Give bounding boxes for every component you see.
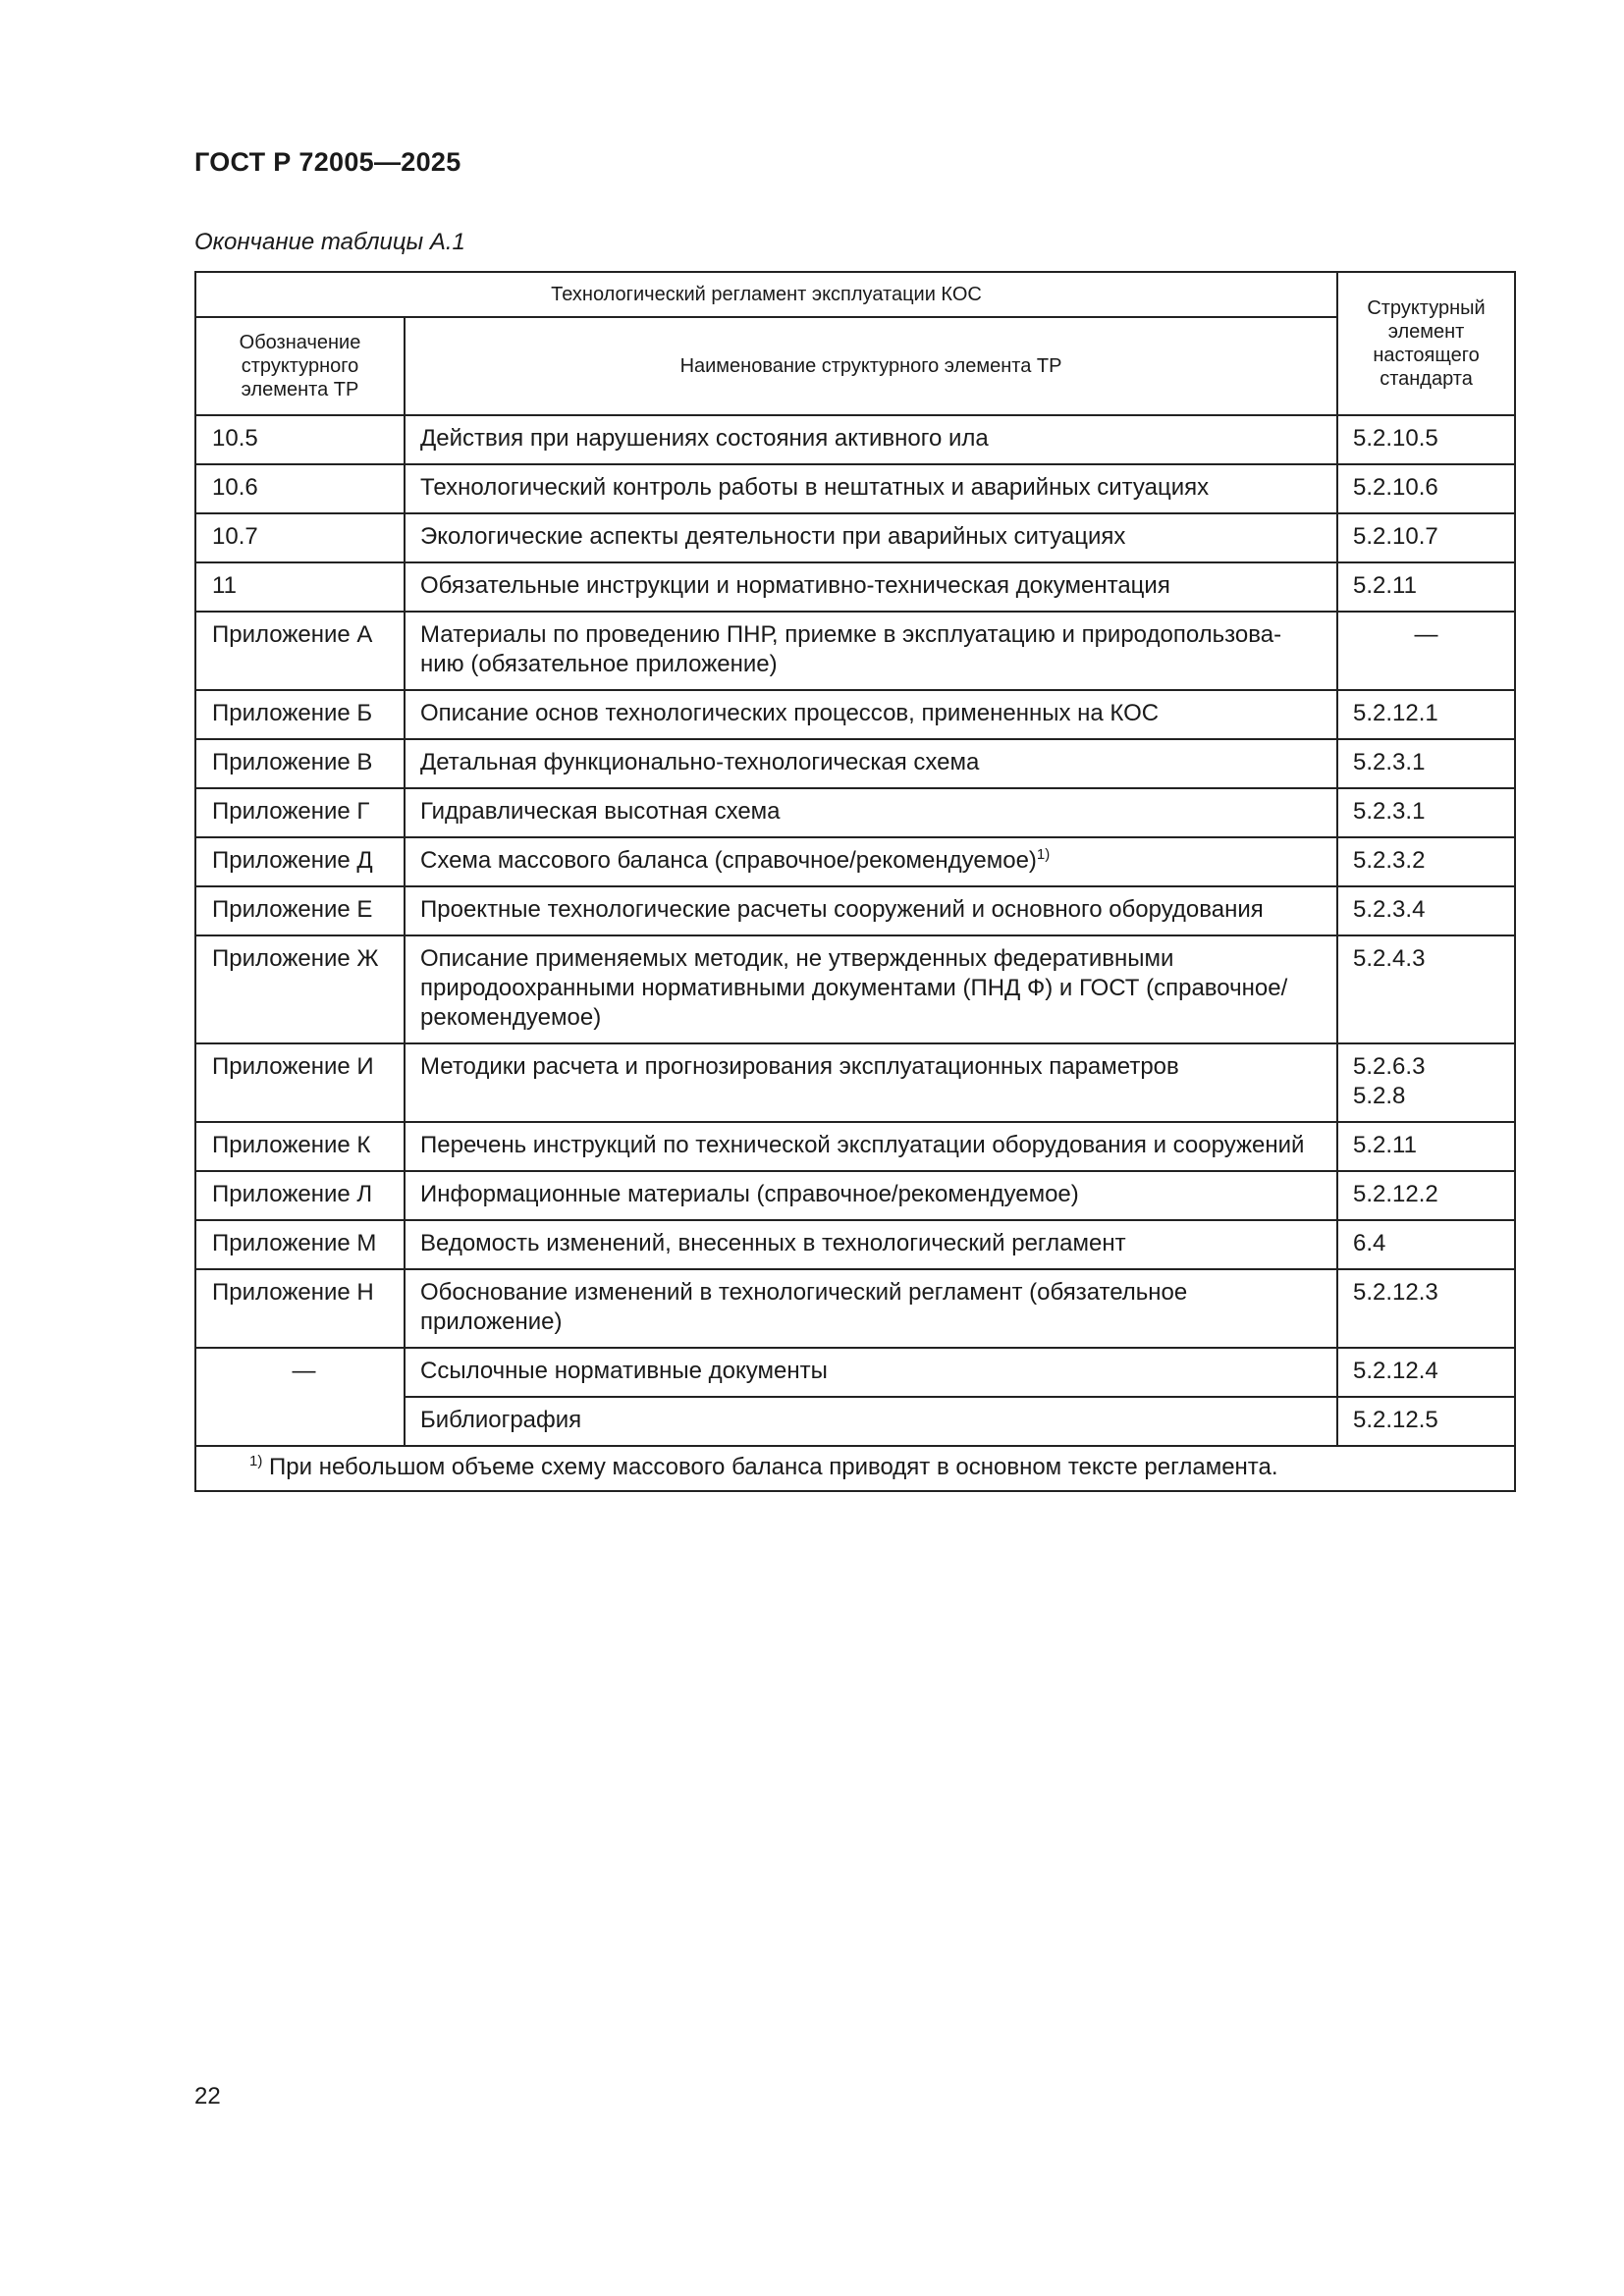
page-number: 22	[194, 2083, 221, 2109]
designation-cell: Приложение И	[195, 1043, 405, 1122]
name-cell: Экологические аспекты деятельности при аварийных ситуациях	[405, 513, 1337, 562]
name-cell: Перечень инструкций по технической эксплуатации оборудования и сооружений	[405, 1122, 1337, 1171]
name-cell: Гидравлическая высотная схема	[405, 788, 1337, 837]
name-cell: Материалы по проведению ПНР, приемке в эксплуатацию и природопользова-нию (обязательное приложение)	[405, 612, 1337, 690]
col2-header: Наименование структурного элемента ТР	[405, 317, 1337, 415]
footnote-row	[195, 1446, 1515, 1491]
ref-cell: 5.2.12.3	[1337, 1269, 1515, 1348]
table-row	[195, 1171, 1515, 1220]
designation-cell: Приложение А	[195, 612, 405, 690]
group-header: Технологический регламент эксплуатации КОС	[195, 272, 1337, 317]
ref-cell: 5.2.4.3	[1337, 935, 1515, 1043]
table-row	[195, 690, 1515, 739]
name-cell: Проектные технологические расчеты сооружений и основного оборудования	[405, 886, 1337, 935]
table-subheader-row	[195, 317, 1515, 415]
designation-cell: Приложение К	[195, 1122, 405, 1171]
ref-cell: 5.2.12.5	[1337, 1397, 1515, 1446]
footnote-ref: 1)	[1036, 846, 1051, 863]
name-cell: Детальная функционально-технологическая схема	[405, 739, 1337, 788]
ref-cell: 5.2.3.4	[1337, 886, 1515, 935]
ref-cell: 5.2.3.1	[1337, 788, 1515, 837]
table-row	[195, 788, 1515, 837]
table-row	[195, 886, 1515, 935]
table-row	[195, 415, 1515, 464]
table-row	[195, 935, 1515, 1043]
ref-cell: 5.2.3.1	[1337, 739, 1515, 788]
col1-header: Обозначение структурного элемента ТР	[195, 317, 405, 415]
designation-cell: —	[195, 1348, 405, 1446]
table-row	[195, 1269, 1515, 1348]
name-cell: Действия при нарушениях состояния активного ила	[405, 415, 1337, 464]
ref-cell: 5.2.10.5	[1337, 415, 1515, 464]
ref-cell: 6.4	[1337, 1220, 1515, 1269]
designation-cell: 10.6	[195, 464, 405, 513]
name-cell: Методики расчета и прогнозирования эксплуатационных параметров	[405, 1043, 1337, 1122]
designation-cell: Приложение Ж	[195, 935, 405, 1043]
name-cell	[405, 837, 1337, 886]
ref-line: 5.2.6.3	[1353, 1053, 1426, 1080]
name-cell: Ведомость изменений, внесенных в технологический регламент	[405, 1220, 1337, 1269]
ref-line: 5.2.8	[1353, 1083, 1406, 1109]
ref-cell: 5.2.3.2	[1337, 837, 1515, 886]
designation-cell: 10.7	[195, 513, 405, 562]
table-row	[195, 1122, 1515, 1171]
table-row	[195, 464, 1515, 513]
table-row	[195, 562, 1515, 612]
table-header-row	[195, 272, 1515, 317]
name-text: Схема массового баланса (справочное/рекомендуемое)	[420, 847, 1037, 874]
designation-cell: Приложение М	[195, 1220, 405, 1269]
table-row	[195, 1043, 1515, 1122]
name-cell: Технологический контроль работы в нештатных и аварийных ситуациях	[405, 464, 1337, 513]
footnote-mark: 1)	[249, 1453, 263, 1469]
designation-cell: Приложение Г	[195, 788, 405, 837]
structure-table	[194, 271, 1516, 1492]
designation-cell: 11	[195, 562, 405, 612]
designation-cell: Приложение Е	[195, 886, 405, 935]
table-row	[195, 612, 1515, 690]
document-header: ГОСТ Р 72005—2025	[194, 147, 461, 177]
ref-cell: 5.2.11	[1337, 562, 1515, 612]
name-cell: Описание применяемых методик, не утвержденных федеративными природоохранными нормативными документами (ПНД Ф) и ГОСТ (справочное/рекомендуемое)	[405, 935, 1337, 1043]
name-cell: Обязательные инструкции и нормативно-техническая документация	[405, 562, 1337, 612]
ref-cell: 5.2.12.2	[1337, 1171, 1515, 1220]
designation-cell: Приложение Б	[195, 690, 405, 739]
ref-cell: —	[1337, 612, 1515, 690]
table-row	[195, 513, 1515, 562]
ref-cell	[1337, 1043, 1515, 1122]
table-row	[195, 837, 1515, 886]
designation-cell: Приложение В	[195, 739, 405, 788]
footnote	[195, 1446, 1515, 1491]
name-cell: Ссылочные нормативные документы	[405, 1348, 1337, 1397]
ref-cell: 5.2.10.7	[1337, 513, 1515, 562]
name-cell: Информационные материалы (справочное/рекомендуемое)	[405, 1171, 1337, 1220]
ref-cell: 5.2.12.4	[1337, 1348, 1515, 1397]
designation-cell: Приложение Н	[195, 1269, 405, 1348]
designation-cell: Приложение Д	[195, 837, 405, 886]
designation-cell: 10.5	[195, 415, 405, 464]
table-row	[195, 1348, 1515, 1397]
table-row	[195, 739, 1515, 788]
ref-cell: 5.2.11	[1337, 1122, 1515, 1171]
name-cell: Описание основ технологических процессов, примененных на КОС	[405, 690, 1337, 739]
ref-cell: 5.2.12.1	[1337, 690, 1515, 739]
footnote-text: При небольшом объеме схему массового баланса приводят в основном тексте регламента.	[269, 1454, 1278, 1480]
name-cell: Библиография	[405, 1397, 1337, 1446]
col3-header: Структурный элемент настоящего стандарта	[1337, 272, 1515, 415]
name-cell: Обоснование изменений в технологический регламент (обязательное приложение)	[405, 1269, 1337, 1348]
ref-cell: 5.2.10.6	[1337, 464, 1515, 513]
table-row	[195, 1220, 1515, 1269]
table-caption: Окончание таблицы А.1	[194, 229, 465, 255]
designation-cell: Приложение Л	[195, 1171, 405, 1220]
